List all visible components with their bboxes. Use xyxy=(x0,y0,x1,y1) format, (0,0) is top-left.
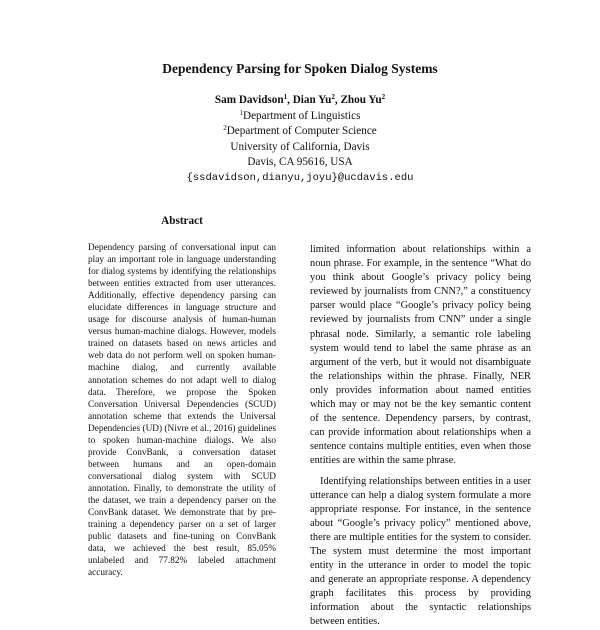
author-name: Sam Davidson xyxy=(214,94,284,106)
location: Davis, CA 95616, USA xyxy=(247,156,353,168)
paper-title: Dependency Parsing for Spoken Dialog Systems xyxy=(162,61,438,76)
affil-mark: 1 xyxy=(239,108,244,117)
university: University of California, Davis xyxy=(230,140,370,153)
right-column xyxy=(310,243,531,630)
affil-mark: 2 xyxy=(223,124,227,132)
author-affil-mark: 1 xyxy=(283,93,288,101)
author-email[interactable]: {ssdavidson,dianyu,joyu}@ucdavis.edu xyxy=(186,171,414,184)
body-paragraph-2: Identifying relationships between entities in a user utterance can help a dialog system formulate a more appropriate response. For instance, in the sentence about “Google’s privacy policy” mentioned above, there are multiple entities for the system to consider. The system must determine the most important entity in the utterance in order to model the topic and generate an appropriate response. A dependency graph facilitates this process by providing information about the syntactic relationships between entities. xyxy=(310,475,531,628)
affil-text: Department of Linguistics xyxy=(243,109,361,122)
left-column xyxy=(88,214,276,579)
author-block xyxy=(0,93,600,186)
affiliation-1 xyxy=(0,109,600,125)
abstract-heading: Abstract xyxy=(161,215,203,227)
author-list: Sam Davidson$^1$, Dian Yu$^2$, Zhou Yu$^2$ xyxy=(214,93,386,106)
author-affil-mark: 2 xyxy=(331,93,335,101)
body-paragraph-1: limited information about relationships within a noun phrase. For example, in the sentence “What do you think about Google’s privacy policy being reviewed by journalists from CNN?,” a constituency parser would place “Google’s privacy policy being reviewed by journalists from CNN” under a single phrasal node. Similarly, a semantic role labeling system would tend to label the same phrase as an argument of the verb, but it would not disambiguate the relationships within the phrase. Finally, NER only provides information about named entities which may or may not be the key semantic content of the sentence. Dependency parsers, by contrast, can provide information about relationships when a sentence contains multiple entities, even when those entities are within the same phrase. xyxy=(310,244,531,467)
author-affil-mark: 2 xyxy=(381,93,386,101)
affiliation-2 xyxy=(0,124,600,140)
author-name: Zhou Yu xyxy=(340,94,382,106)
affil-text: Department of Computer Science xyxy=(226,125,377,137)
author-name: Dian Yu xyxy=(292,94,332,106)
abstract-text: Dependency parsing of conversational input can play an important role in language understanding for dialog systems by identifying the relationships between entities extracted from user utterances. Additionally, effective dependency parsing can elucidate differences in language structure and usage for discourse analysis of human-human versus human-machine dialogs. However, models trained on datasets based on news articles and web data do not perform well on spoken human-machine dialog, and currently available annotation schemes do not adapt well to dialog data. Therefore, we propose the Spoken Conversation Universal Dependencies (SCUD) annotation scheme that extends the Universal Dependencies (UD) (Nivre et al., 2016) guidelines to spoken human-machine dialogs. We also provide ConvBank, a conversation dataset between humans and an open-domain conversational dialog system with SCUD annotation. Finally, to demonstrate the utility of the dataset, we train a dependency parser on the ConvBank dataset. We demonstrate that by pre-training a dependency parser on a set of larger public datasets and fine-tuning on ConvBank data, we achieved the best result, 85.05% unlabeled and 77.82% labeled attachment accuracy. xyxy=(88,243,276,579)
